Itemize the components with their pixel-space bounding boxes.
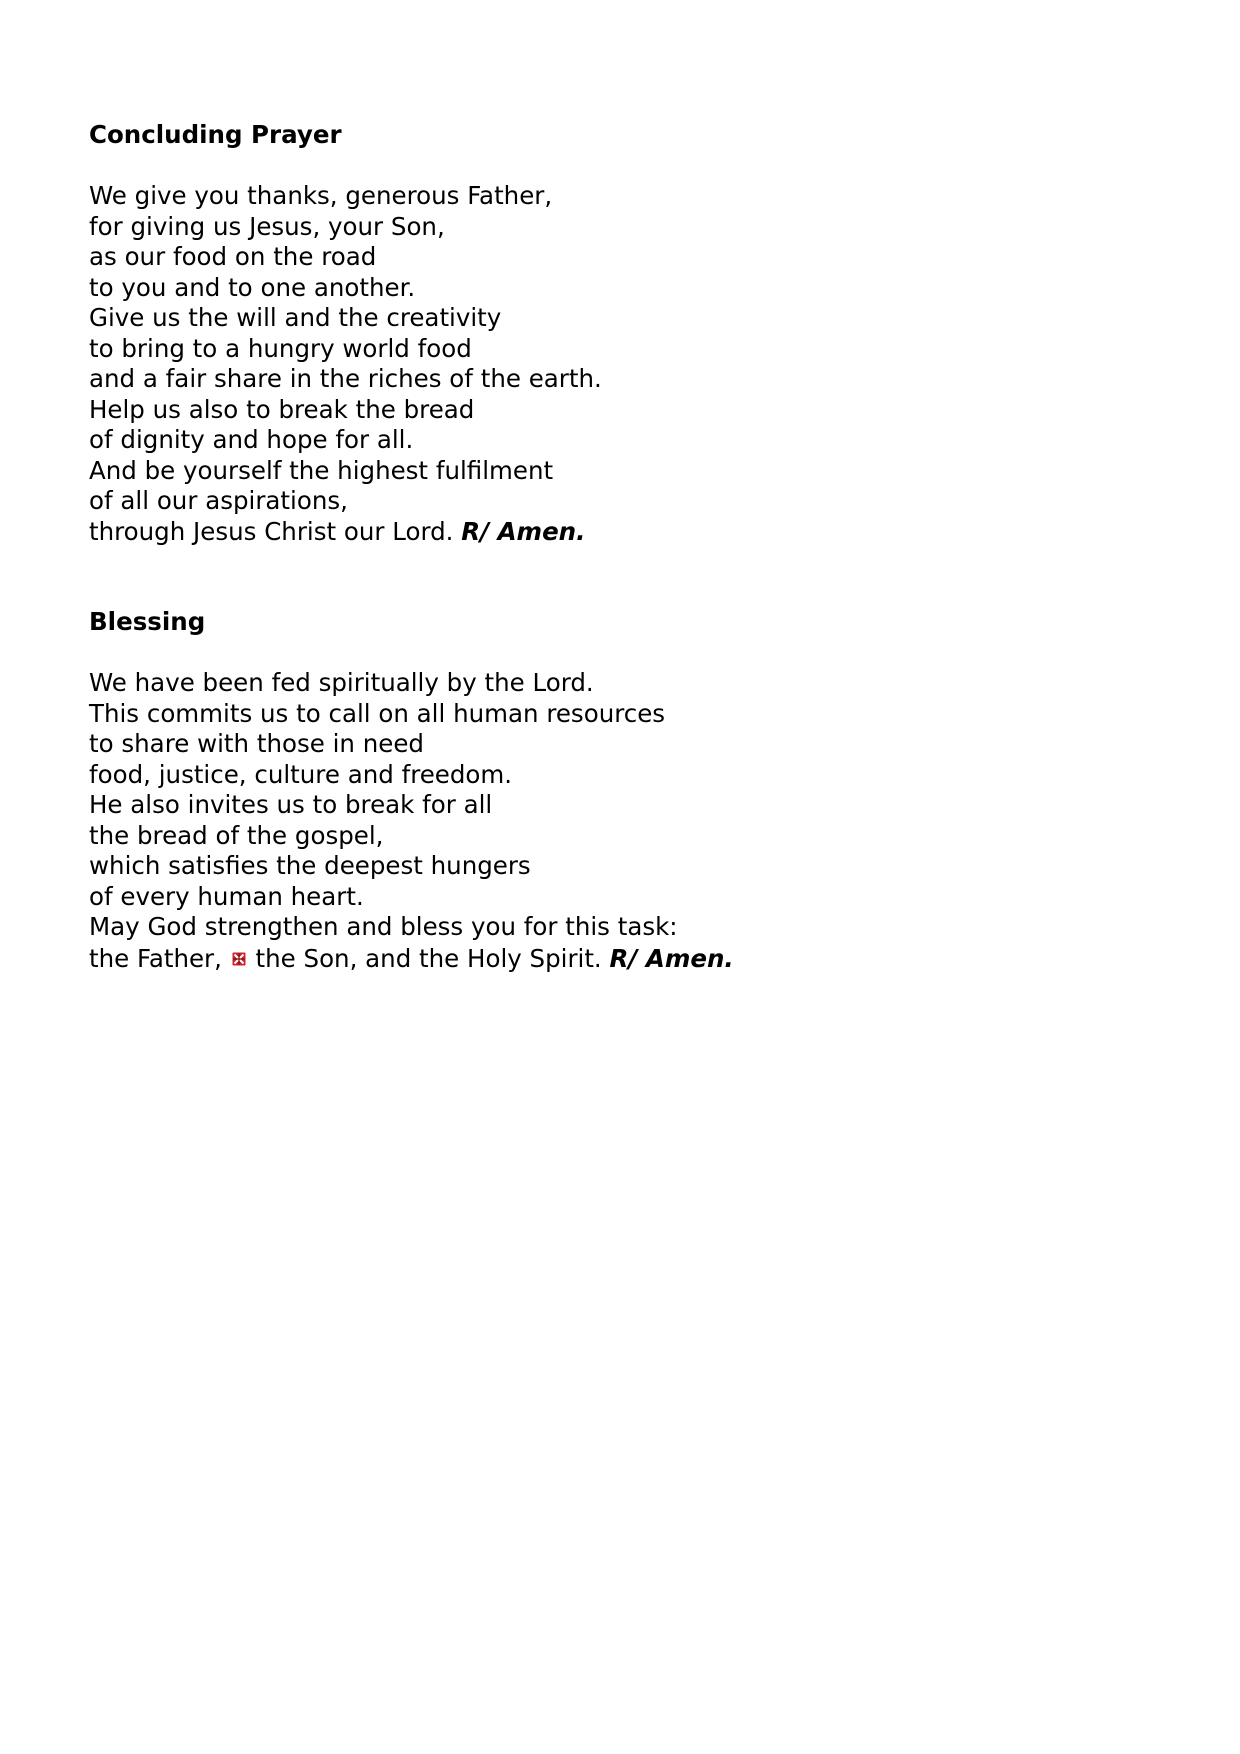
blessing-line: the bread of the gospel, [89, 820, 384, 850]
prayer-final-line [89, 517, 602, 548]
prayer-line: We give you thanks, generous Father, [89, 181, 553, 210]
blessing-final-text-after: the Son, and the Holy Spirit. [255, 943, 602, 973]
blessing-line: He also invites us to break for all [89, 790, 493, 819]
amen-response: R/ Amen. [609, 943, 734, 973]
prayer-line: And be yourself the highest fulfilment [89, 455, 554, 485]
blessing-line: May God strengthen and bless you for this task: [89, 912, 678, 941]
blessing-line: to share with those in need [89, 729, 424, 758]
concluding-prayer-heading: Concluding Prayer [89, 120, 342, 149]
prayer-line: as our food on the road [89, 242, 377, 271]
prayer-line: Help us also to break the bread [89, 394, 475, 424]
prayer-final-text: through Jesus Christ our Lord. [89, 516, 454, 546]
blessing-text [89, 668, 734, 973]
blessing-line: of every human heart. [89, 881, 364, 911]
blessing-line: which satisfies the deepest hungers [89, 851, 531, 880]
blessing-line: This commits us to call on all human resources [89, 698, 666, 728]
blessing-line: We have been fed spiritually by the Lord. [89, 668, 594, 697]
prayer-line: and a fair share in the riches of the earth. [89, 364, 602, 393]
blessing-line: food, justice, culture and freedom. [89, 759, 513, 789]
prayer-line: for giving us Jesus, your Son, [89, 211, 445, 241]
blessing-heading: Blessing [89, 607, 206, 636]
amen-response: R/ Amen. [461, 516, 586, 546]
sign-of-the-cross-icon [232, 943, 246, 957]
prayer-line: Give us the will and the creativity [89, 303, 502, 332]
prayer-line: to bring to a hungry world food [89, 333, 472, 363]
prayer-line: of dignity and hope for all. [89, 425, 414, 454]
concluding-prayer-text [89, 181, 602, 547]
prayer-line: of all our aspirations, [89, 486, 348, 515]
blessing-final-text-before: the Father, [89, 943, 222, 973]
blessing-final-line [89, 943, 734, 974]
prayer-line: to you and to one another. [89, 272, 416, 302]
